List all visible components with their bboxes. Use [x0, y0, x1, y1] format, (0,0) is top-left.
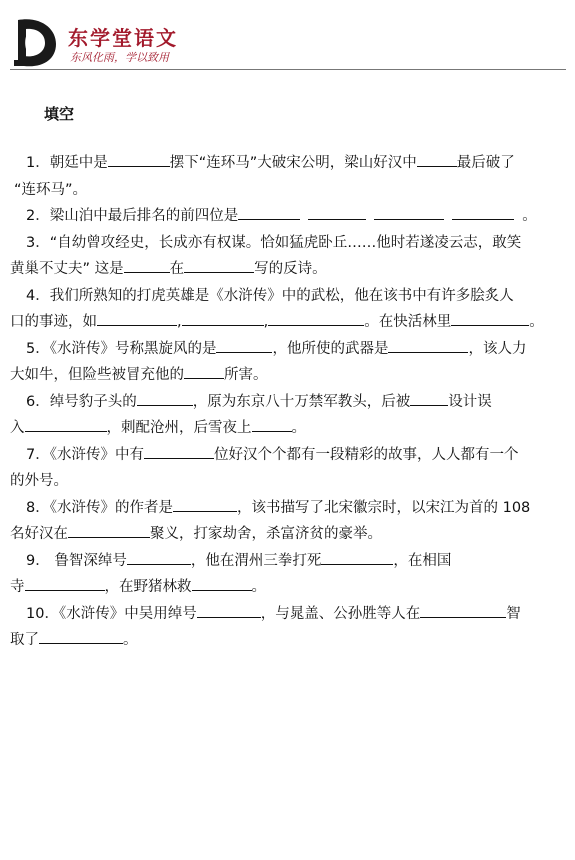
question-text: 7．《水浒传》中有	[26, 446, 144, 463]
answer-blank[interactable]	[97, 309, 177, 326]
question-text: ,	[177, 314, 182, 330]
question-text: 的外号。	[10, 473, 68, 489]
question-8	[10, 495, 566, 548]
answer-blank[interactable]	[216, 336, 272, 353]
question-text: 。	[522, 208, 537, 224]
answer-blank[interactable]	[192, 574, 252, 591]
answer-blank[interactable]	[252, 415, 292, 432]
answer-blank[interactable]	[410, 389, 448, 406]
question-text: 聚义，打家劫舍，杀富济贫的豪举。	[150, 526, 382, 542]
page-header	[0, 0, 575, 72]
question-text: 8．《水浒传》的作者是	[26, 499, 173, 516]
question-text: 5．《水浒传》号称黑旋风的是	[26, 340, 217, 357]
answer-blank[interactable]	[308, 203, 366, 220]
answer-blank[interactable]	[127, 548, 191, 565]
section-title: 填空	[44, 105, 75, 123]
question-text: 写的反诗。	[254, 261, 327, 277]
question-text: 在	[169, 261, 185, 277]
answer-blank[interactable]	[374, 203, 444, 220]
question-text: 6．绰号豹子头的	[26, 393, 137, 410]
question-9	[10, 548, 566, 601]
answer-blank[interactable]	[451, 309, 529, 326]
question-text: 最后破了	[456, 155, 515, 171]
question-text: 大如牛，但险些被冒充他的	[10, 367, 184, 383]
question-text: ，原为东京八十万禁军教头，后被	[192, 393, 411, 410]
answer-blank[interactable]	[39, 627, 123, 644]
answer-blank[interactable]	[268, 309, 364, 326]
question-text: 寺	[10, 579, 25, 595]
answer-blank[interactable]	[173, 495, 237, 512]
answer-blank[interactable]	[108, 150, 170, 167]
question-text: 10．《水浒传》中吴用绰号	[26, 605, 197, 622]
question-text: “连环马”。	[14, 181, 88, 198]
question-5	[10, 336, 566, 389]
brand-slogan: 东风化雨，学以致用	[70, 51, 169, 64]
question-text: 黄巢不丈夫” 这是	[10, 261, 124, 277]
question-text: 所害。	[224, 367, 268, 383]
question-text: 。在快活林里	[364, 314, 452, 330]
answer-blank[interactable]	[184, 256, 254, 273]
question-text: 取了	[10, 632, 39, 648]
answer-blank[interactable]	[388, 336, 468, 353]
answer-blank[interactable]	[137, 389, 193, 406]
question-text: 。	[123, 632, 138, 648]
question-text: ，与晁盖、公孙胜等人在	[260, 605, 421, 622]
question-text: 摆下“连环马”大破宋公明，梁山好汉中	[169, 155, 417, 171]
answer-blank[interactable]	[321, 548, 393, 565]
question-4	[10, 283, 566, 336]
question-text: 9． 鲁智深绰号	[26, 552, 127, 569]
brand-logo-icon	[10, 16, 58, 68]
question-text: 3．“自幼曾攻经史，长成亦有权谋。恰如猛虎卧丘……他时若遂凌云志，敢笑	[26, 234, 522, 251]
question-10	[10, 601, 566, 654]
question-7	[10, 442, 566, 495]
question-text: ，在野猪林救	[104, 579, 192, 595]
question-text: ，该书描写了北宋徽宗时，以宋江为首的 108	[236, 499, 531, 516]
answer-blank[interactable]	[452, 203, 514, 220]
question-text: ，该人力	[468, 340, 527, 357]
question-text: ,	[263, 314, 269, 330]
question-1	[10, 150, 566, 203]
question-2	[10, 203, 566, 230]
answer-blank[interactable]	[124, 256, 170, 273]
header-divider	[10, 69, 566, 70]
answer-blank[interactable]	[25, 415, 107, 432]
question-text: ，在相国	[393, 552, 452, 569]
answer-blank[interactable]	[25, 574, 105, 591]
answer-blank[interactable]	[238, 203, 300, 220]
answer-blank[interactable]	[68, 521, 150, 538]
question-text: 4．我们所熟知的打虎英雄是《水浒传》中的武松，他在该书中有许多脍炙人	[26, 287, 514, 304]
question-text: 位好汉个个都有一段精彩的故事，人人都有一个	[213, 446, 519, 463]
question-text: 1．朝廷中是	[26, 155, 108, 171]
question-text: ，刺配沧州，后雪夜上	[106, 420, 252, 436]
question-text: 。	[251, 579, 266, 595]
brand-name: 东学堂语文	[68, 26, 178, 50]
answer-blank[interactable]	[184, 362, 224, 379]
question-text: 口的事迹，如	[10, 314, 97, 330]
answer-blank[interactable]	[144, 442, 214, 459]
answer-blank[interactable]	[182, 309, 264, 326]
question-text: 2．梁山泊中最后排名的前四位是	[26, 208, 239, 224]
question-3	[10, 230, 566, 283]
question-text: ，他在渭州三拳打死	[190, 552, 322, 569]
answer-blank[interactable]	[197, 601, 261, 618]
question-list	[10, 150, 566, 654]
question-text: ，他所使的武器是	[272, 340, 389, 357]
question-text: 名好汉在	[10, 526, 68, 542]
question-text: 。	[291, 420, 306, 436]
question-text: 。	[529, 314, 544, 330]
answer-blank[interactable]	[417, 150, 457, 167]
question-text: 入	[10, 420, 25, 436]
question-6	[10, 389, 566, 442]
answer-blank[interactable]	[420, 601, 506, 618]
question-text: 智	[506, 605, 521, 622]
question-text: 设计误	[448, 393, 492, 410]
